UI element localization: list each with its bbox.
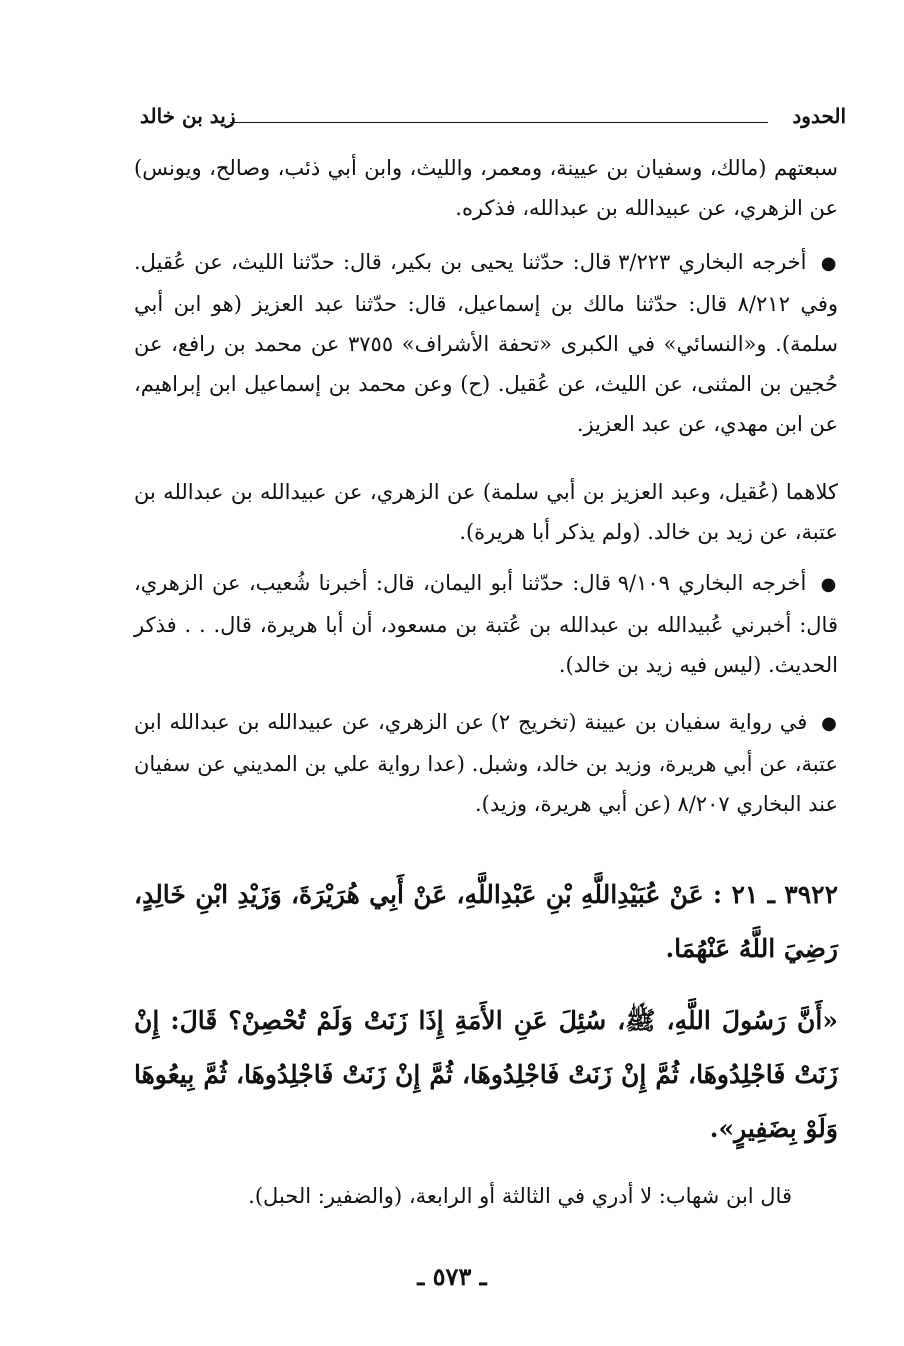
running-header xyxy=(140,104,846,134)
paragraph-ibn-shihab xyxy=(134,1176,792,1216)
paragraph-both-narrators xyxy=(134,472,838,552)
paragraph-takhrij-1 xyxy=(134,242,838,444)
paragraph-text: سبعتهم (مالك، وسفيان بن عيينة، ومعمر، والليث، وابن أبي ذئب، وصالح، ويونس) عن الزهري، عن عبيدالله بن عبدالله، فذكره. xyxy=(134,156,838,220)
bullet-icon: ● xyxy=(820,574,838,595)
page-number: ـ ٥٧٣ ـ xyxy=(417,1262,487,1291)
bullet-icon: ● xyxy=(820,253,838,274)
paragraph-takhrij-2 xyxy=(134,563,838,685)
hadith-chain xyxy=(134,868,838,976)
paragraph-narrators xyxy=(134,148,838,228)
header-chapter-title: الحدود xyxy=(792,104,846,128)
hadith-matn-text: «أَنَّ رَسُولَ اللَّهِ، ﷺ، سُئِلَ عَنِ الأَمَةِ إِذَا زَنَتْ وَلَمْ تُحْصِنْ؟ قَالَ: إِنْ زَنَتْ فَاجْلِدُوهَا، ثُمَّ إِنْ زَنَتْ فَاجْلِدُوهَا، ثُمَّ إِنْ زَنَتْ فَاجْلِدُوهَا، ثُمَّ بِيعُوهَا وَلَوْ بِضَفِيرٍ». xyxy=(134,1006,838,1143)
paragraph-text: أخرجه البخاري ٣/٢٢٣ قال: حدّثنا يحيى بن بكير، قال: حدّثنا الليث، عن عُقيل. وفي ٨/٢١٢ قال: حدّثنا مالك بن إسماعيل، قال: حدّثنا عبد العزيز (هو ابن أبي سلمة). و«النسائي» في الكبرى «تحفة الأشراف» ٣٧٥٥ عن محمد بن رافع، عن حُجين بن المثنى، عن الليث، عن عُقيل. (ح) وعن محمد بن إسماعيل ابن إبراهيم، عن ابن مهدي، عن عبد العزيز. xyxy=(134,250,839,436)
bullet-icon: ● xyxy=(821,713,838,734)
paragraph-text: أخرجه البخاري ٩/١٠٩ قال: حدّثنا أبو اليمان، قال: أخبرنا شُعيب، عن الزهري، قال: أخبرني عُبيدالله بن عبدالله بن عُتبة بن مسعود، أن أبا هريرة، قال. . . فذكر الحديث. (ليس فيه زيد بن خالد). xyxy=(134,571,838,677)
header-narrator-name: زيد بن خالد xyxy=(140,104,236,128)
paragraph-text: قال ابن شهاب: لا أدري في الثالثة أو الرابعة، (والضفير: الحبل). xyxy=(248,1184,792,1208)
paragraph-note xyxy=(134,702,838,824)
header-rule xyxy=(230,122,768,123)
hadith-matn xyxy=(134,994,838,1156)
hadith-chain-text: ٣٩٢٢ ـ ٢١ : عَنْ عُبَيْدِاللَّهِ بْنِ عَبْدِاللَّهِ، عَنْ أَبِي هُرَيْرَةَ، وَزَيْدِ ابْنِ خَالِدٍ، رَضِيَ اللَّهُ عَنْهُمَا. xyxy=(134,880,839,963)
paragraph-text: كلاهما (عُقيل، وعبد العزيز بن أبي سلمة) عن الزهري، عن عبيدالله بن عبدالله بن عتبة، عن زيد بن خالد. (ولم يذكر أبا هريرة). xyxy=(134,480,838,544)
paragraph-text: في رواية سفيان بن عيينة (تخريج ٢) عن الزهري، عن عبيدالله بن عبدالله ابن عتبة، عن أبي هريرة، وزيد بن خالد، وشبل. (عدا رواية علي بن المديني عن سفيان عند البخاري ٨/٢٠٧ (عن أبي هريرة، وزيد). xyxy=(134,710,838,816)
